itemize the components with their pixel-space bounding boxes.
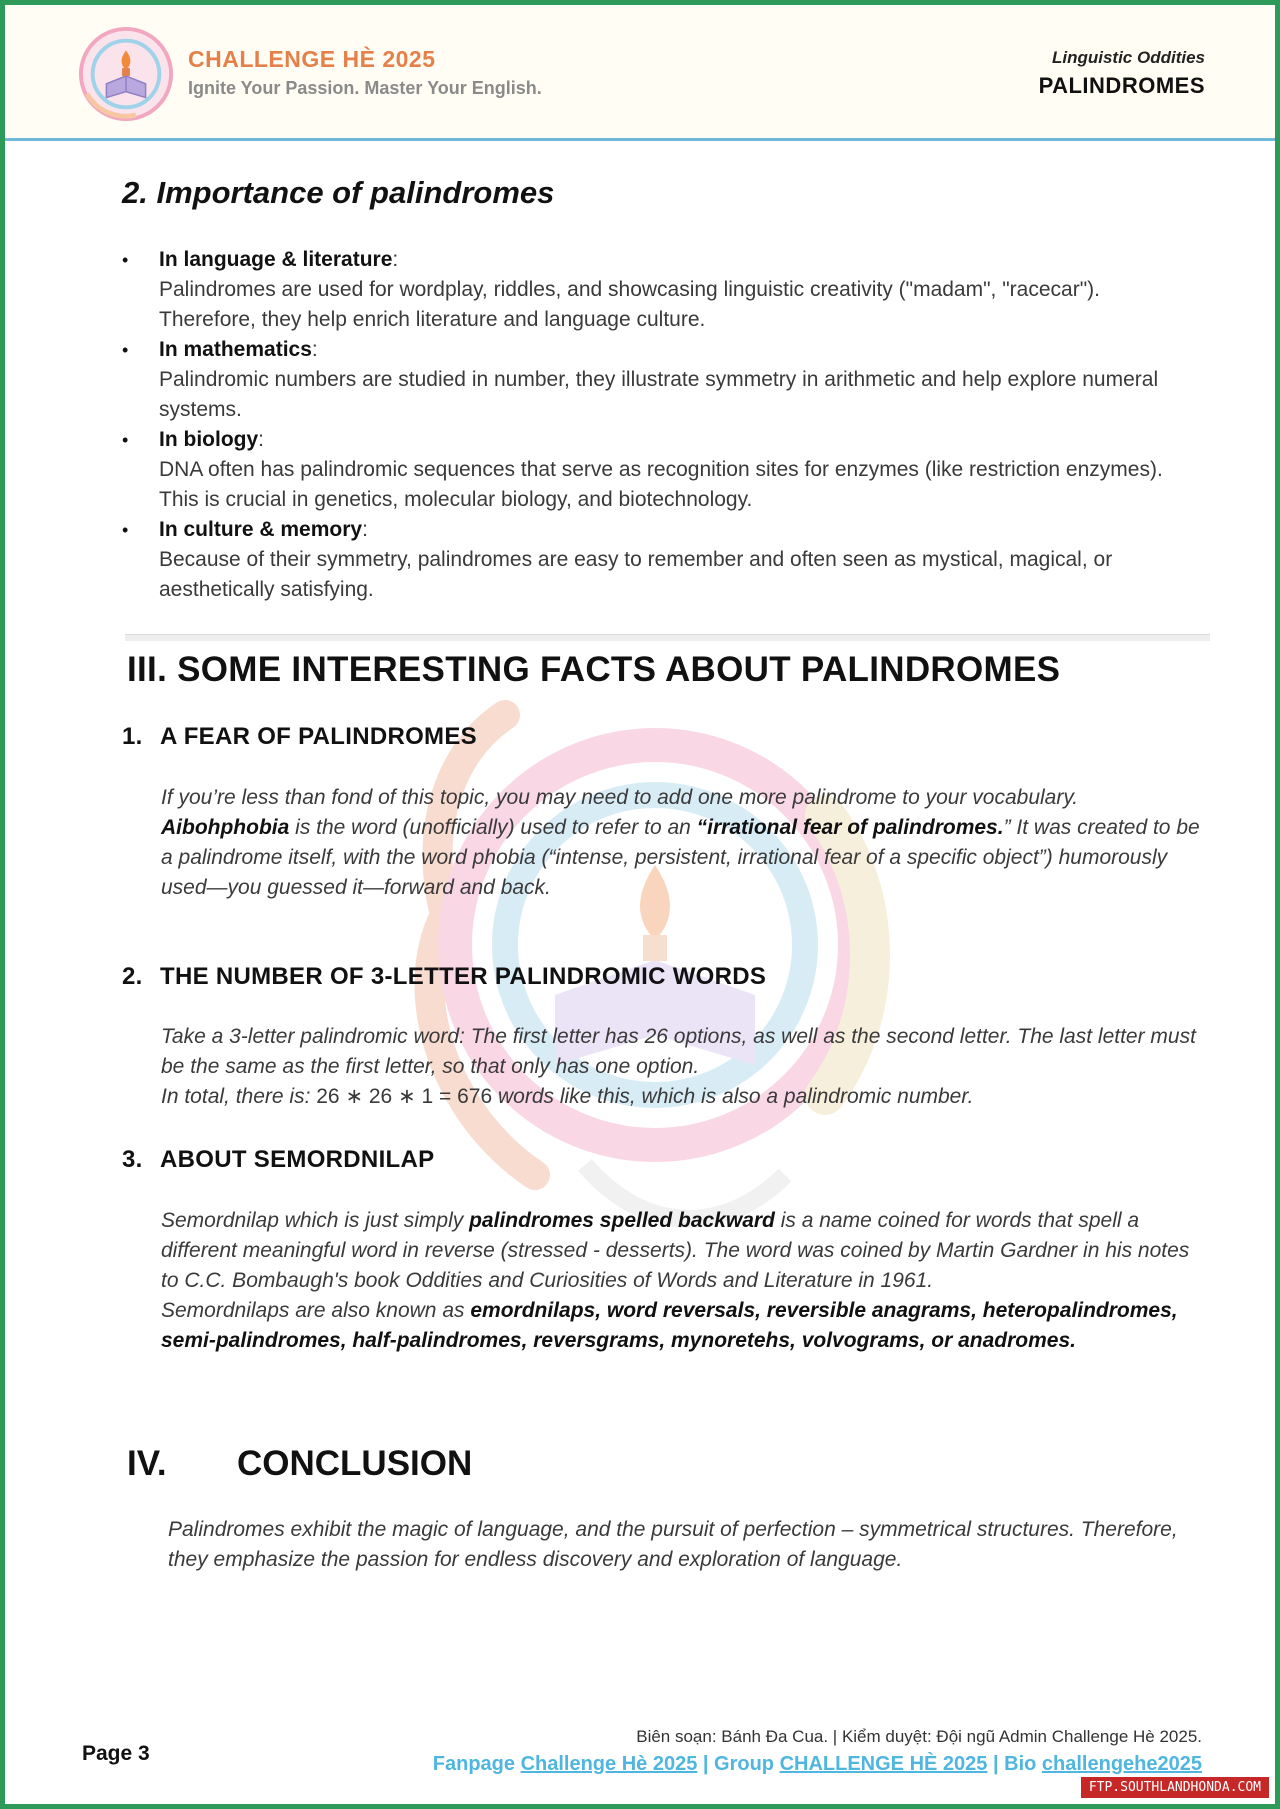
section-divider [125, 634, 1210, 641]
item-text: DNA often has palindromic sequences that serve as recognition sites for enzymes (like restriction enzymes). This is crucial in genetics, molecular biology, and biotechnology. [159, 458, 1163, 511]
page-header [5, 5, 1275, 141]
fact1-text-1: If you’re less than fond of this topic, you may need to add one more palindrome to your vocabulary. [161, 786, 1079, 809]
item-heading: In culture & memory [159, 518, 363, 541]
section-heading-facts: III. SOME INTERESTING FACTS ABOUT PALINDROMES [127, 650, 1061, 689]
brand-slogan: Ignite Your Passion. Master Your English. [188, 78, 542, 98]
fact3-number: 3. [122, 1146, 143, 1173]
topic-title: PALINDROMES [1038, 73, 1205, 98]
fact2-paragraph [161, 1022, 1211, 1112]
fact2-text-2: In total, there is: [161, 1085, 317, 1108]
fanpage-label: Fanpage [432, 1753, 521, 1775]
list-item: • In biology: DNA often has palindromic sequences that serve as recognition sites for enzymes (like restriction enzymes). This is crucial in genetics, molecular biology, and biotechnology. [122, 425, 1202, 515]
page-number: Page 3 [82, 1742, 150, 1765]
fact2-number: 2. [122, 963, 143, 990]
fact2-title: THE NUMBER OF 3-LETTER PALINDROMIC WORDS [160, 963, 767, 990]
fact2-formula: 26 ∗ 26 ∗ 1 = 676 [316, 1085, 493, 1108]
fact2-text-3: words like this, which is also a palindromic number. [492, 1085, 974, 1108]
item-heading: In biology [159, 428, 259, 451]
fact1-paragraph [161, 783, 1211, 903]
topic-subtitle: Linguistic Oddities [1051, 48, 1205, 67]
site-watermark-tag: FTP.SOUTHLANDHONDA.COM [1081, 1777, 1269, 1798]
fact3-title: ABOUT SEMORDNILAP [160, 1146, 435, 1173]
fact3-text-3: Semordnilaps are also known as [161, 1299, 471, 1322]
conclusion-title: CONCLUSION [237, 1444, 473, 1483]
list-item: • In mathematics: Palindromic numbers are studied in number, they illustrate symmetry in arithmetic and help explore numeral systems. [122, 335, 1202, 425]
fact2-text-1: Take a 3-letter palindromic word: The first letter has 26 options, as well as the second letter. The last letter must be the same as the first letter, so that only has one option. [161, 1025, 1196, 1078]
conclusion-number: IV. [127, 1444, 167, 1483]
fact3-heading [122, 1146, 434, 1174]
challenge-logo-icon [77, 25, 175, 123]
fact3-bold-term: palindromes spelled backward [469, 1209, 775, 1232]
section-heading-conclusion [127, 1444, 472, 1484]
fact3-text-2: is a name coined for words that spell a different meaningful word in reverse (stressed - desserts). The word was coined by Martin Gardner in his notes to C.C. Bombaugh's book Oddities and Curiosities of Words and Literature in 1961. [161, 1209, 1190, 1292]
fact3-text-1: Semordnilap which is just simply [161, 1209, 470, 1232]
fact3-paragraph [161, 1206, 1211, 1356]
bio-label: | Bio [987, 1753, 1042, 1775]
group-link[interactable]: CHALLENGE HÈ 2025 [779, 1753, 988, 1775]
item-text: Palindromes are used for wordplay, riddles, and showcasing linguistic creativity ("madam", "racecar"). Therefore, they help enrich literature and language culture. [159, 278, 1100, 331]
fact1-text-2: is the word (unofficially) used to refer to an [289, 816, 697, 839]
importance-list [122, 245, 1202, 605]
group-label: | Group [697, 1753, 780, 1775]
fanpage-link[interactable]: Challenge Hè 2025 [520, 1753, 698, 1775]
brand-title: CHALLENGE HÈ 2025 [188, 46, 436, 72]
bio-link[interactable]: challengehe2025 [1041, 1753, 1202, 1775]
fact1-bold-definition: “irrational fear of palindromes. [696, 816, 1004, 839]
conclusion-paragraph: Palindromes exhibit the magic of language, and the pursuit of perfection – symmetrical structures. Therefore, they emphasize the passion for endless discovery and exploration of language. [168, 1518, 1178, 1571]
fact2-heading [122, 963, 766, 991]
list-item: • In language & literature: Palindromes are used for wordplay, riddles, and showcasing linguistic creativity ("madam", "racecar"). Therefore, they help enrich literature and language culture. [122, 245, 1202, 335]
item-text: Because of their symmetry, palindromes are easy to remember and often seen as mystical, magical, or aesthetically satisfying. [159, 548, 1113, 601]
section-heading-importance: 2. Importance of palindromes [122, 175, 555, 210]
credit-line: Biên soạn: Bánh Đa Cua. | Kiểm duyệt: Đội ngũ Admin Challenge Hè 2025. [636, 1727, 1202, 1746]
item-heading: In mathematics [159, 338, 312, 361]
fact1-text-3: ” It was created to be a palindrome itself, with the word phobia (“intense, persistent, irrational fear of a specific object”) humorously used—you guessed it—forward and back. [161, 816, 1200, 899]
fact1-number: 1. [122, 723, 143, 750]
fact1-heading [122, 723, 477, 751]
list-item: • In culture & memory: Because of their symmetry, palindromes are easy to remember and often seen as mystical, magical, or aesthetically satisfying. [122, 515, 1202, 605]
fact1-title: A FEAR OF PALINDROMES [160, 723, 477, 750]
footer-links [433, 1753, 1202, 1776]
fact1-bold-term: Aibohphobia [161, 816, 290, 839]
item-text: Palindromic numbers are studied in number, they illustrate symmetry in arithmetic and help explore numeral systems. [159, 368, 1159, 421]
fact3-bold-list: emordnilaps, word reversals, reversible anagrams, heteropalindromes, semi-palindromes, half-palindromes, reversgrams, mynoretehs, volvograms, or anadromes. [161, 1299, 1178, 1352]
item-heading: In language & literature [159, 248, 393, 271]
